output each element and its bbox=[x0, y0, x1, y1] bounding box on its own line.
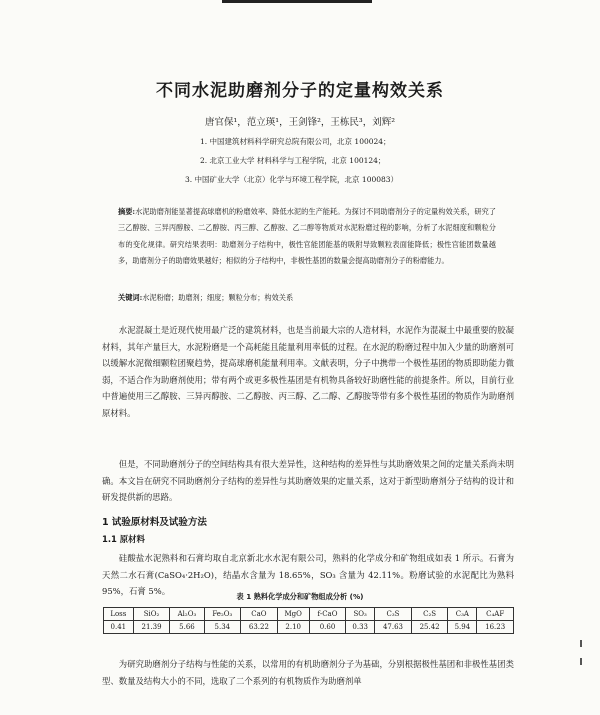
table-header-cell: C₂S bbox=[411, 608, 448, 621]
table-header-row bbox=[104, 608, 514, 621]
table-cell: 25.42 bbox=[411, 621, 448, 634]
keywords-text: 水泥粉磨；助磨剂；细度；颗粒分布；构效关系 bbox=[142, 293, 294, 302]
paper-title: 不同水泥助磨剂分子的定量构效关系 bbox=[156, 81, 444, 101]
table-caption: 表 1 熟料化学成分和矿物组成分析 (%) bbox=[236, 592, 364, 601]
table-row bbox=[104, 621, 514, 634]
table-header-cell: f-CaO bbox=[309, 608, 346, 621]
table-cell: 0.60 bbox=[309, 621, 346, 634]
top-scan-bar bbox=[222, 0, 372, 3]
table-cell: 47.63 bbox=[375, 621, 412, 634]
table-header-cell: C₄AF bbox=[477, 608, 514, 621]
author-list: 唐官保¹，范立瑛¹，王剑锋²，王栋民³，刘辉² bbox=[204, 117, 396, 128]
table-header-cell: Fe₂O₃ bbox=[204, 608, 241, 621]
table-header-cell: MgO bbox=[277, 608, 309, 621]
intro-paragraph-2: 但是，不同助磨剂分子的空间结构具有很大差异性，这种结构的差异性与其助磨效果之间的定量关系尚未明确。本文旨在研究不同助磨剂分子结构的差异性与其助磨效果的定量关系，这对于新型助磨剂分子结构的设计和研发提供新的思路。 bbox=[102, 459, 514, 503]
abstract-label: 摘要: bbox=[118, 207, 136, 216]
keywords-label: 关键词: bbox=[118, 293, 143, 302]
affiliation-1: 1. 中国建筑材料科学研究总院有限公司，北京 100024； bbox=[200, 137, 391, 146]
affiliation-3: 3. 中国矿业大学（北京）化学与环境工程学院，北京 100083） bbox=[185, 175, 399, 184]
table-cell: 5.66 bbox=[170, 621, 204, 634]
materials-paragraph-2: 为研究助磨剂分子结构与性能的关系，以常用的有机助磨剂分子为基础，分别根据极性基团和非极性基团类型、数量及结构大小的不同，选取了二个系列的有机物质作为助磨剂单 bbox=[102, 659, 514, 686]
table-header-cell: Loss bbox=[104, 608, 134, 621]
scan-edge-mark bbox=[580, 658, 582, 665]
scan-edge-mark bbox=[580, 640, 582, 647]
abstract-text: 水泥助磨剂能显著提高球磨机的粉磨效率、降低水泥的生产能耗。为探讨不同助磨剂分子的定量构效关系，研究了三乙醇胺、三异丙醇胺、二乙醇胺、丙三醇、乙醇胺、乙二醇等物质对水泥粉磨过程的影响，分析了水泥细度和颗粒分布的变化规律。研究结果表明：助磨剂分子结构中，极性官能团能基的吸附导致颗粒表面能降低；极性官能团数量越多，助磨剂分子的助磨效果越好；相似的分子结构中，非极性基团的数量会提高助磨剂分子的粉磨能力。 bbox=[118, 207, 496, 265]
table-cell: 0.41 bbox=[104, 621, 134, 634]
keywords bbox=[118, 293, 293, 303]
table-header-cell: CaO bbox=[241, 608, 278, 621]
abstract bbox=[118, 204, 496, 269]
table-header-cell: SiO₂ bbox=[133, 608, 170, 621]
table-cell: 2.10 bbox=[277, 621, 309, 634]
table-header-cell: C₃A bbox=[448, 608, 477, 621]
clinker-composition-table bbox=[103, 607, 514, 634]
table-cell: 0.33 bbox=[346, 621, 375, 634]
section-heading-1: 1 试验原材料及试验方法 bbox=[102, 517, 207, 528]
table-cell: 16.23 bbox=[477, 621, 514, 634]
table-cell: 5.34 bbox=[204, 621, 241, 634]
affiliation-2: 2. 北京工业大学 材料科学与工程学院，北京 100124； bbox=[200, 156, 386, 165]
table-header-cell: C₃S bbox=[375, 608, 412, 621]
table-header-cell: SO₃ bbox=[346, 608, 375, 621]
materials-paragraph: 硅酸盐水泥熟料和石膏均取自北京新北水水泥有限公司，熟料的化学成分和矿物组成如表 1 所示。石膏为天然二水石膏(CaSO₄·2H₂O)，结晶水含量为 18.65%，SO₃ 含量为 42.11%。粉磨试验的水泥配比为熟料 95%，石膏 5%。 bbox=[102, 553, 514, 597]
table-cell: 21.39 bbox=[133, 621, 170, 634]
section-heading-1-1: 1.1 原材料 bbox=[102, 534, 145, 544]
table-cell: 5.94 bbox=[448, 621, 477, 634]
intro-paragraph-1: 水泥混凝土是近现代使用最广泛的建筑材料，也是当前最大宗的人造材料，水泥作为混凝土中最重要的胶凝材料，其年产量巨大，水泥粉磨是一个高耗能且能量利用率低的过程。在水泥的粉磨过程中加入少量的助磨剂可以缓解水泥微细颗粒团聚趋势，提高球磨机能量利用率。文献表明，分子中携带一个极性基团的物质即助能力微弱，不适合作为助磨剂使用；带有两个或更多极性基团是有机物具备较好助磨性能的前提条件。所以，目前行业中普遍使用三乙醇胺、三异丙醇胺、二乙醇胺、丙三醇、乙二醇、乙醇胺等带有多个极性基团的物质作为助磨剂原材料。 bbox=[102, 325, 514, 418]
table-cell: 63.22 bbox=[241, 621, 278, 634]
table-header-cell: Al₂O₃ bbox=[170, 608, 204, 621]
